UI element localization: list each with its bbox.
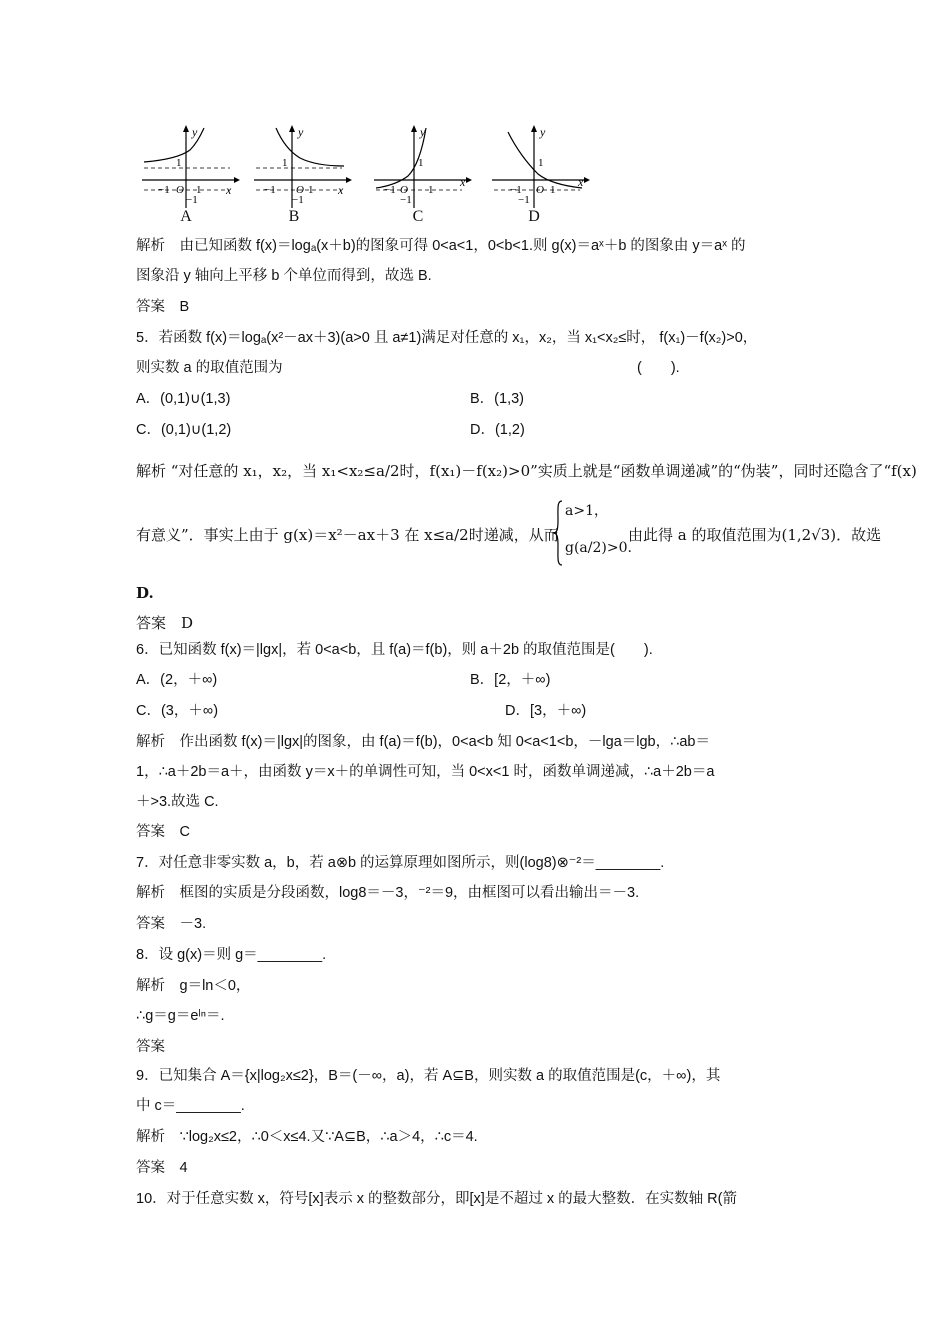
- tick-1: 1: [550, 184, 556, 196]
- tick-1: 1: [538, 157, 544, 169]
- y-axis-label: y: [540, 125, 546, 139]
- tick-neg1: −1: [384, 184, 396, 196]
- question-8: 8．设 g(x)＝则 g＝________.: [136, 947, 327, 963]
- solution-5-line-1: 解析 “对任意的 x₁，x₂，当 x₁<x₂≤a/2时，f(x₁)－f(x₂)>0”实质上就是“函数单调递减”的“伪装”，同时还隐含了“f(x): [136, 462, 917, 480]
- case-brace: [553, 500, 563, 566]
- tick-1: 1: [282, 157, 288, 169]
- q5-option-d: D．(1,2): [470, 422, 525, 438]
- q6-option-b: B．[2，＋∞): [470, 672, 551, 688]
- case-condition-2: g(a/2)>0.: [565, 540, 632, 556]
- y-axis-label: y: [420, 125, 426, 139]
- graph-b: [250, 122, 360, 232]
- solution-7: 解析 框图的实质是分段函数，log8＝－3，⁻²＝9，由框图可以看出输出＝－3.: [136, 885, 640, 901]
- y-axis-label: y: [298, 125, 304, 139]
- answer-7: 答案 －3.: [136, 916, 207, 932]
- solution-6-line-3: ＋>3.故选 C.: [136, 794, 219, 810]
- tick-neg1: −1: [510, 184, 522, 196]
- answer-5: 答案 D: [136, 614, 194, 632]
- question-5-line-2: 则实数 a 的取值范围为: [136, 360, 283, 376]
- solution-4-line-1: 解析 由已知函数 f(x)＝logₐ(x＋b)的图象可得 0<a<1，0<b<1.则 g(x)＝aˣ＋b 的图象由 y＝aˣ 的: [136, 238, 746, 254]
- solution-4-line-2: 图象沿 y 轴向上平移 b 个单位而得到，故选 B.: [136, 268, 432, 284]
- tick-1: 1: [428, 184, 434, 196]
- solution-9: 解析 ∵log₂x≤2，∴0＜x≤4.又∵A⊆B，∴a＞4，∴c＝4.: [136, 1129, 478, 1145]
- origin-label: O: [536, 184, 544, 196]
- q5-option-a: A．(0,1)∪(1,3): [136, 391, 231, 407]
- tick-1: 1: [418, 157, 424, 169]
- tick-neg1: −1: [400, 194, 412, 206]
- graph-a: [138, 122, 248, 232]
- y-axis-label: y: [192, 125, 198, 139]
- graph-c: [370, 122, 480, 232]
- x-axis-label: x: [578, 175, 584, 189]
- q6-option-c: C．(3，＋∞): [136, 703, 219, 719]
- tick-1: 1: [176, 157, 182, 169]
- origin-label: O: [296, 184, 304, 196]
- x-axis-label: x: [338, 183, 344, 197]
- question-6: 6．已知函数 f(x)＝|lgx|，若 0<a<b，且 f(a)＝f(b)，则 a＋2b 的取值范围是( ).: [136, 642, 653, 658]
- origin-label: O: [176, 184, 184, 196]
- question-10-line-1: 10．对于任意实数 x，符号[x]表示 x 的整数部分，即[x]是不超过 x 的最大整数．在实数轴 R(箭: [136, 1191, 737, 1207]
- question-7: 7．对任意非零实数 a，b，若 a⊗b 的运算原理如图所示，则(log8)⊗⁻²＝________.: [136, 855, 665, 871]
- graph-c-label: C: [412, 208, 424, 225]
- solution-8-line-1: 解析 g＝ln＜0，: [136, 978, 251, 994]
- answer-6: 答案 C: [136, 824, 190, 840]
- tick-neg1: −1: [518, 194, 530, 206]
- graph-b-label: B: [288, 208, 300, 225]
- function-graphs: [138, 122, 598, 232]
- solution-8-line-2: ∴g＝g＝eˡⁿ＝.: [136, 1008, 225, 1024]
- question-5-line-1: 5．若函数 f(x)＝logₐ(x²－ax＋3)(a>0 且 a≠1)满足对任意的 x₁，x₂，当 x₁<x₂≤时， f(x₁)－f(x₂)>0，: [136, 330, 758, 346]
- graph-a-label: A: [180, 208, 192, 225]
- q5-option-b: B．(1,3): [470, 391, 524, 407]
- x-axis-label: x: [460, 175, 466, 189]
- graph-d-label: D: [528, 208, 540, 225]
- question-5-blank: ( ).: [637, 360, 680, 376]
- solution-6-line-2: 1，∴a＋2b＝a＋，由函数 y＝x＋的单调性可知，当 0<x<1 时，函数单调递减，∴a＋2b＝a: [136, 764, 715, 780]
- q6-option-a: A．(2，＋∞): [136, 672, 218, 688]
- q6-option-d: D．[3，＋∞): [505, 703, 587, 719]
- x-axis-label: x: [226, 183, 232, 197]
- tick-1: 1: [308, 184, 314, 196]
- solution-6-line-1: 解析 作出函数 f(x)＝|lgx|的图象，由 f(a)＝f(b)，0<a<b 知 0<a<1<b，－lga＝lgb，∴ab＝: [136, 734, 710, 750]
- origin-label: O: [400, 184, 408, 196]
- answer-4: 答案 B: [136, 299, 190, 315]
- graph-d: [488, 122, 598, 232]
- question-9-line-1: 9．已知集合 A＝{x|log₂x≤2}，B＝(－∞，a)，若 A⊆B，则实数 a 的取值范围是(c，＋∞)，其: [136, 1068, 721, 1084]
- q5-option-c: C．(0,1)∪(1,2): [136, 422, 232, 438]
- case-condition-1: a>1，: [565, 503, 608, 519]
- tick-1: 1: [196, 184, 202, 196]
- solution-5-line-2b: 由此得 a 的取值范围为(1,2√3)．故选: [628, 526, 882, 544]
- tick-neg1: −1: [292, 194, 304, 206]
- tick-neg1: −1: [264, 184, 276, 196]
- solution-5-line-2: 有意义”．事实上由于 g(x)＝x²－ax＋3 在 x≤a/2时递减，从而: [136, 526, 559, 544]
- question-9-line-2: 中 c＝________.: [136, 1098, 245, 1114]
- solution-5-line-3: D.: [136, 584, 154, 602]
- tick-neg1: −1: [186, 194, 198, 206]
- answer-9: 答案 4: [136, 1160, 188, 1176]
- tick-neg1: −1: [158, 184, 170, 196]
- answer-8: 答案: [136, 1039, 165, 1055]
